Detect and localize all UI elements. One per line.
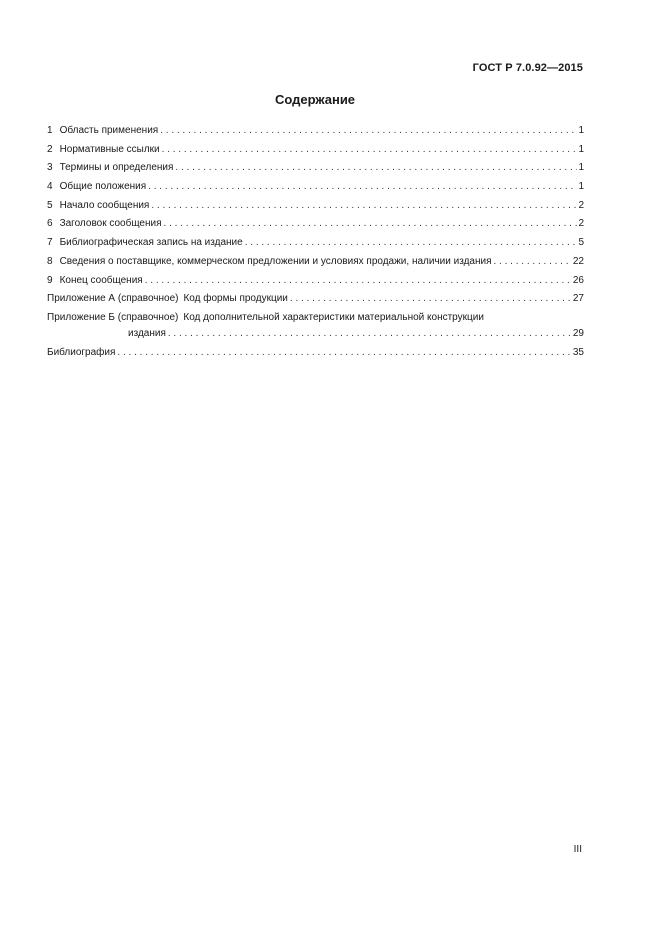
toc-entry-label: Общие положения [59, 181, 147, 193]
toc-entry-appendix-a[interactable] [47, 292, 584, 305]
toc-entry-appendix-b[interactable] [47, 311, 584, 324]
toc-entry-page: 1 [578, 125, 584, 136]
dot-leader [145, 274, 572, 287]
toc-entry-number: 5 [47, 199, 53, 211]
toc-entry-page: 5 [578, 237, 584, 249]
appendix-a-label: Приложение А (справочное) [47, 293, 179, 305]
table-of-contents [47, 124, 584, 364]
toc-entry-page: 2 [578, 199, 584, 211]
toc-entry-number: 8 [47, 255, 53, 267]
toc-entry-page: 35 [572, 346, 584, 358]
toc-entry-number: 3 [47, 162, 53, 174]
toc-title: Содержание [274, 92, 356, 107]
toc-entry-number: 9 [47, 274, 53, 286]
toc-entry-page: 29 [572, 327, 584, 339]
toc-entry-label: Заголовок сообщения [59, 218, 162, 230]
toc-entry-page: 27 [572, 293, 584, 305]
dot-leader [162, 143, 578, 156]
appendix-b-title-line1: Код дополнительной характеристики материальной конструкции [183, 311, 484, 323]
dot-leader [245, 236, 578, 249]
toc-entry-appendix-b-continuation[interactable] [47, 327, 584, 340]
dot-leader [175, 161, 577, 174]
toc-entry-2[interactable] [47, 143, 584, 156]
toc-entry-number: 6 [47, 218, 53, 230]
appendix-a-title: Код формы продукции [183, 293, 288, 305]
dot-leader [168, 327, 572, 340]
toc-entry-label: Термины и определения [59, 162, 174, 174]
dot-leader [151, 199, 577, 212]
toc-entry-number: 4 [47, 181, 53, 193]
toc-entry-page: 1 [578, 143, 584, 155]
dot-leader [164, 217, 578, 230]
toc-entry-number: 2 [47, 143, 53, 155]
page-number: III [573, 844, 582, 855]
toc-entry-bibliography[interactable] [47, 346, 584, 359]
toc-entry-number: 7 [47, 237, 53, 249]
dot-leader [148, 180, 577, 193]
appendix-b-title-line2: издания [128, 327, 166, 339]
appendix-b-label: Приложение Б (справочное) [47, 311, 179, 323]
toc-entry-6[interactable] [47, 217, 584, 230]
toc-entry-5[interactable] [47, 199, 584, 212]
toc-entry-page: 2 [578, 218, 584, 230]
standard-code: ГОСТ Р 7.0.92—2015 [472, 62, 583, 74]
toc-entry-4[interactable] [47, 180, 584, 193]
toc-entry-page: 26 [572, 274, 584, 286]
dot-leader [290, 292, 572, 305]
toc-entry-label: Область применения [59, 125, 159, 136]
toc-entry-3[interactable] [47, 161, 584, 174]
toc-entry-1[interactable] [47, 124, 584, 137]
toc-entry-page: 1 [578, 181, 584, 193]
toc-entry-label: Нормативные ссылки [59, 143, 160, 155]
toc-entry-label: Начало сообщения [59, 199, 150, 211]
toc-entry-7[interactable] [47, 236, 584, 249]
toc-entry-8[interactable] [47, 255, 584, 268]
toc-entry-9[interactable] [47, 274, 584, 287]
bibliography-label: Библиография [47, 346, 116, 358]
toc-entry-page: 1 [578, 162, 584, 174]
dot-leader [117, 346, 571, 359]
toc-entry-page: 22 [572, 255, 584, 267]
dot-leader [160, 124, 577, 137]
toc-entry-label: Конец сообщения [59, 274, 143, 286]
dot-leader [494, 255, 572, 268]
toc-entry-number: 1 [47, 125, 53, 136]
toc-entry-label: Сведения о поставщике, коммерческом предложении и условиях продажи, наличии издания [59, 255, 492, 267]
toc-entry-label: Библиографическая запись на издание [59, 237, 243, 249]
